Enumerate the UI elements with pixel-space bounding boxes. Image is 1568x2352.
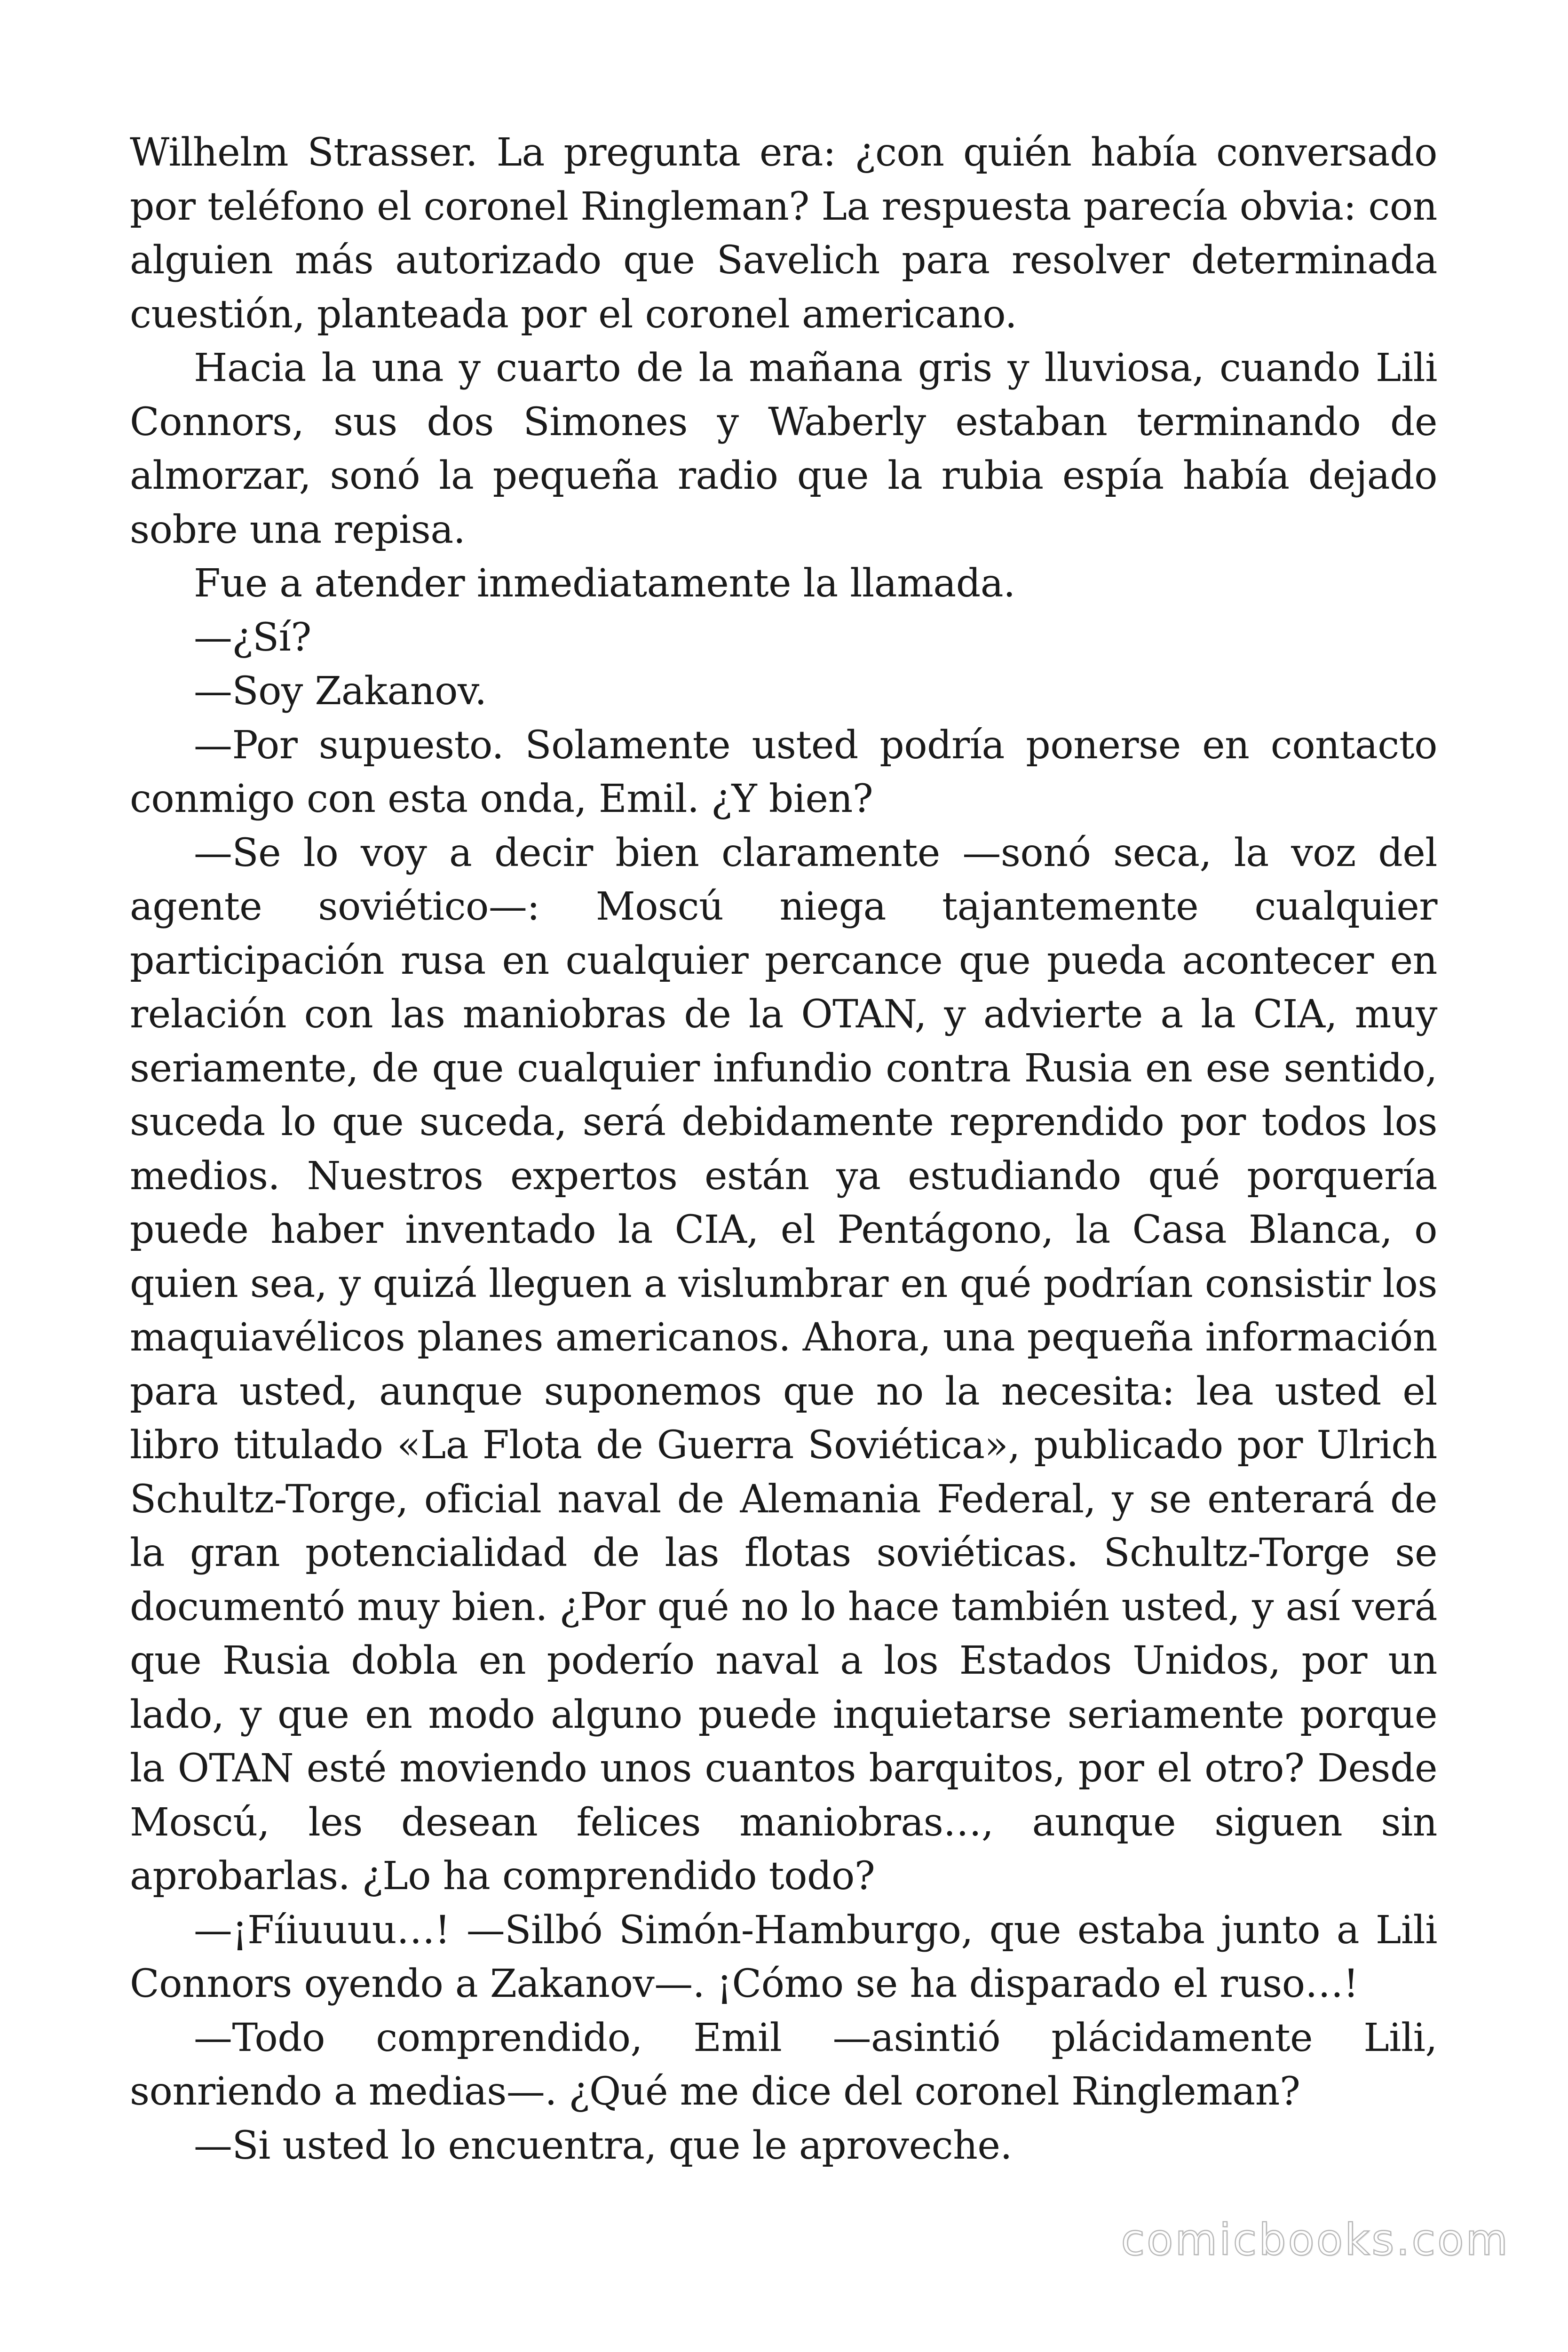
body-text	[130, 126, 1437, 2173]
paragraph: Hacia la una y cuarto de la mañana gris y lluviosa, cuando Lili Connors, sus dos Simones y Waberly estaban terminando de almorzar, sonó la pequeña radio que la rubia espía había dejado sobre una repisa.	[130, 346, 1437, 552]
watermark: comicbooks.com	[1121, 2215, 1510, 2265]
dialogue-line: —¡Fíiuuuu…! —Silbó Simón-Hamburgo, que estaba junto a Lili Connors oyendo a Zakanov—. ¡Cómo se ha disparado el ruso…!	[130, 1907, 1437, 2006]
dialogue-line: —Por supuesto. Solamente usted podría ponerse en contacto conmigo con esta onda, Emil. ¿Y bien?	[130, 723, 1437, 821]
dialogue-line: —Se lo voy a decir bien claramente —sonó seca, la voz del agente soviético—: Moscú niega tajantemente cualquier participación rusa en cualquier percance que pueda acontecer en relación con las maniobras de la OTAN, y advierte a la CIA, muy seriamente, de que cualquier infundio contra Rusia en ese sentido, suceda lo que suceda, será debidamente reprendido por todos los medios. Nuestros expertos están ya estudiando qué porquería puede haber inventado la CIA, el Pentágono, la Casa Blanca, o quien sea, y quizá lleguen a vislumbrar en qué podrían consistir los maquiavélicos planes americanos. Ahora, una pequeña información para usted, aunque suponemos que no la necesita: lea usted el libro titulado «La Flota de Guerra Soviética», publicado por Ulrich Schultz-Torge, oficial naval de Alemania Federal, y se enterará de la gran potencialidad de las flotas soviéticas. Schultz-Torge se documentó muy bien. ¿Por qué no lo hace también usted, y así verá que Rusia dobla en poderío naval a los Estados Unidos, por un lado, y que en modo alguno puede inquietarse seriamente porque la OTAN esté moviendo unos cuantos barquitos, por el otro? Desde Moscú, les desean felices maniobras…, aunque siguen sin aprobarlas. ¿Lo ha comprendido todo?	[130, 830, 1437, 1899]
dialogue-line: —Si usted lo encuentra, que le aproveche.	[194, 2123, 1012, 2168]
dialogue-line: —Soy Zakanov.	[194, 669, 487, 714]
dialogue-line: —Todo comprendido, Emil —asintió plácidamente Lili, sonriendo a medias—. ¿Qué me dice del coronel Ringleman?	[130, 2015, 1437, 2114]
paragraph: Fue a atender inmediatamente la llamada.	[194, 561, 1015, 606]
dialogue-line: —¿Sí?	[194, 615, 311, 660]
paragraph: Wilhelm Strasser. La pregunta era: ¿con quién había conversado por teléfono el coronel Ringleman? La respuesta parecía obvia: con alguien más autorizado que Savelich para resolver determinada cuestión, planteada por el coronel americano.	[130, 130, 1437, 337]
